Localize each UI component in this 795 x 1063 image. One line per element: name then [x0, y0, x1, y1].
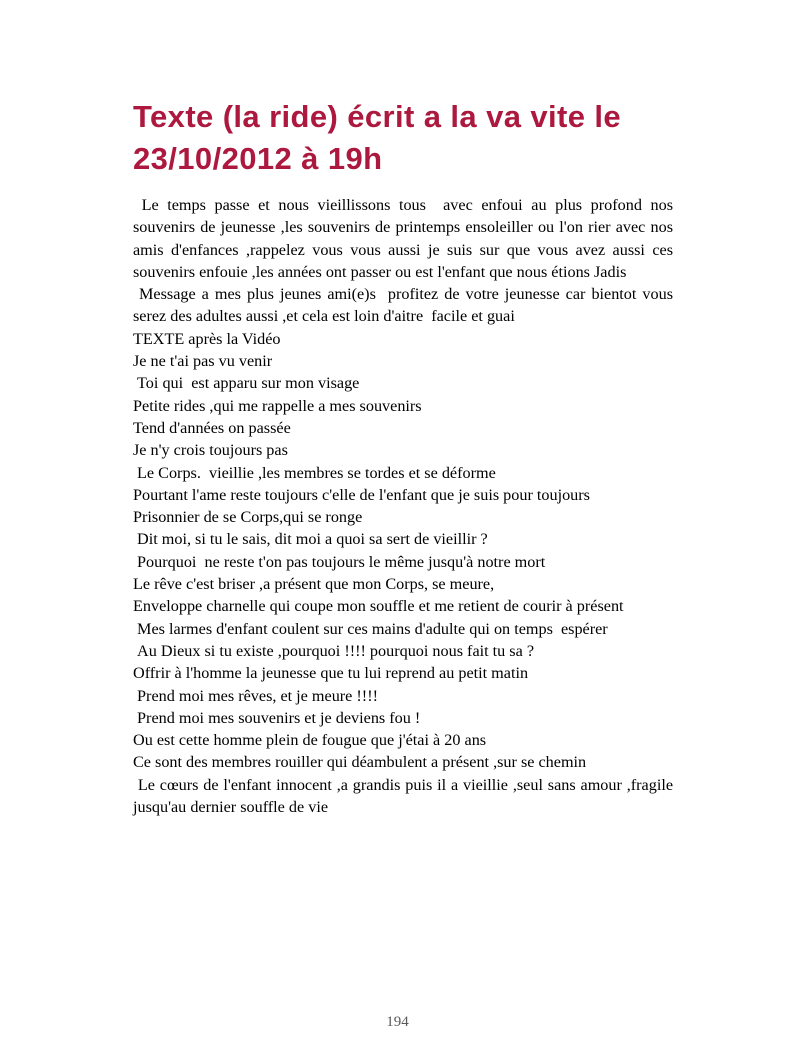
body-paragraph: Ou est cette homme plein de fougue que j'étai à 20 ans — [133, 731, 487, 750]
body-paragraph: Le rêve c'est briser ,a présent que mon Corps, se meure, — [133, 575, 495, 594]
page-number: 194 — [386, 1014, 409, 1030]
body-paragraph: Toi qui est apparu sur mon visage — [133, 374, 360, 393]
body-paragraph: Message a mes plus jeunes ami(e)s profitez de votre jeunesse car bientot vous serez des adultes aussi ,et cela est loin d'aitre facile et guai — [133, 285, 678, 326]
body-paragraph: Ce sont des membres rouiller qui déambulent a présent ,sur se chemin — [133, 753, 587, 772]
body-paragraph: Je n'y crois toujours pas — [133, 441, 288, 460]
body-paragraph: Le temps passe et nous vieillissons tous avec enfoui au plus profond nos souvenirs de jeunesse ,les souvenirs de printemps ensoleiller ou l'on rier avec nos amis d'enfances ,rappelez vous vous aussi je suis sur que vous avez aussi ces souvenirs enfouie ,les années ont passer ou est l'enfant que nous étions Jadis — [133, 196, 678, 281]
body-paragraph: Au Dieux si tu existe ,pourquoi !!!! pourquoi nous fait tu sa ? — [133, 641, 535, 660]
body-paragraph: Je ne t'ai pas vu venir — [133, 352, 273, 371]
body-paragraph: Prend moi mes souvenirs et je deviens fou ! — [133, 708, 421, 727]
body-paragraph: Tend d'années on passée — [133, 418, 291, 437]
body-paragraph: Pourquoi ne reste t'on pas toujours le même jusqu'à notre mort — [133, 552, 546, 571]
body-paragraph: Le cœurs de l'enfant innocent ,a grandis puis il a vieillie ,seul sans amour ,fragile jusqu'au dernier souffle de vie — [133, 775, 682, 817]
body-paragraph: Mes larmes d'enfant coulent sur ces mains d'adulte qui on temps espérer — [133, 619, 608, 638]
body-paragraph: Petite rides ,qui me rappelle a mes souvenirs — [133, 396, 422, 415]
body-paragraph: Dit moi, si tu le sais, dit moi a quoi sa sert de vieillir ? — [133, 530, 488, 549]
body-paragraph: Prend moi mes rêves, et je meure !!!! — [133, 686, 378, 705]
body-paragraph: TEXTE après la Vidéo — [133, 329, 281, 348]
content-column — [133, 96, 682, 818]
body-text — [133, 194, 682, 818]
page-title: Texte (la ride) écrit a la va vite le 23/10/2012 à 19h — [133, 99, 622, 176]
body-paragraph: Enveloppe charnelle qui coupe mon souffle et me retient de courir à présent — [133, 597, 624, 616]
body-paragraph: Le Corps. vieillie ,les membres se tordes et se déforme — [133, 463, 496, 482]
body-paragraph: Prisonnier de se Corps,qui se ronge — [133, 508, 363, 527]
body-paragraph: Pourtant l'ame reste toujours c'elle de l'enfant que je suis pour toujours — [133, 485, 590, 504]
body-paragraph: Offrir à l'homme la jeunesse que tu lui reprend au petit matin — [133, 664, 529, 683]
